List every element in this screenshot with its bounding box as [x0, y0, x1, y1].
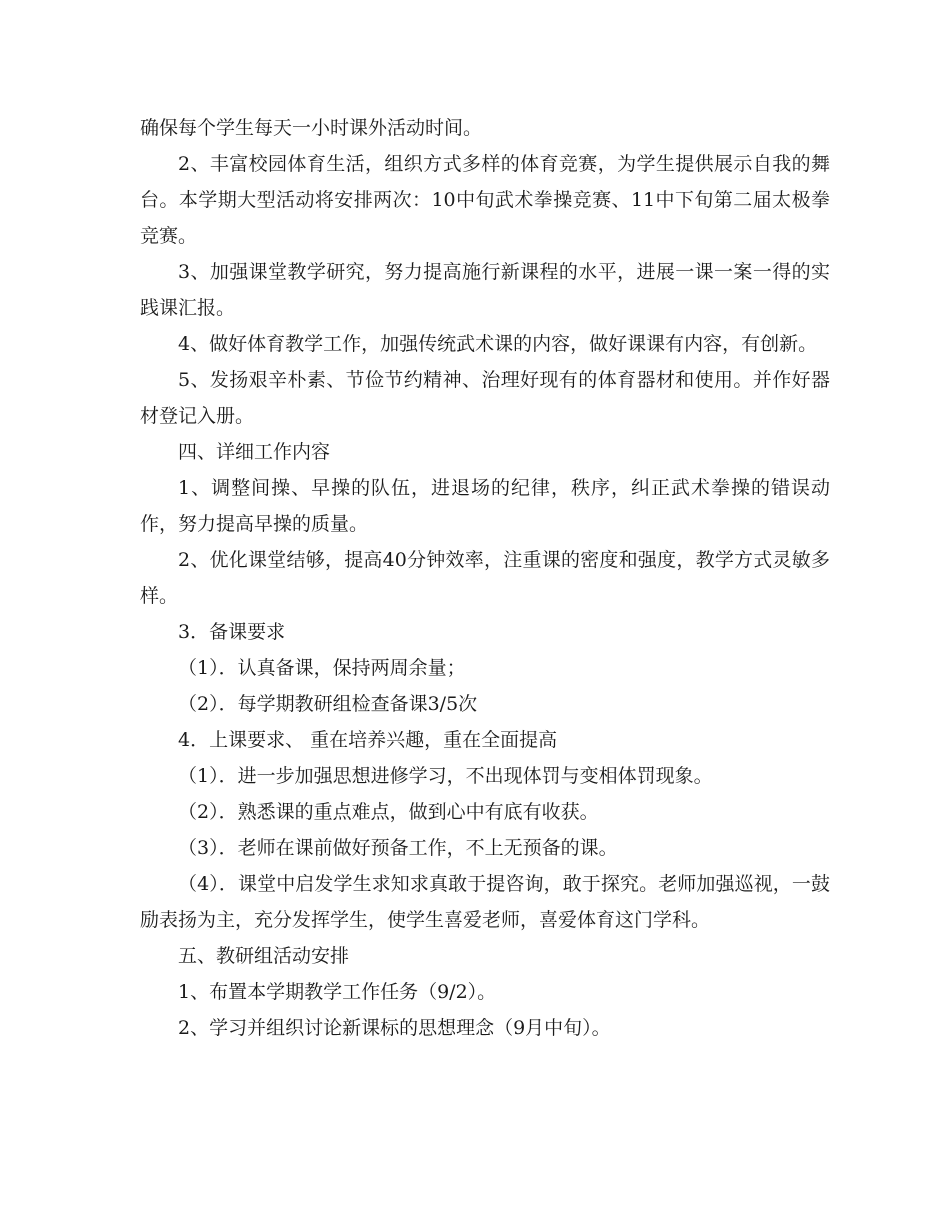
- paragraph-continuation: 确保每个学生每天一小时课外活动时间。: [140, 117, 483, 139]
- paragraph-detail-2: 2、优化课堂结够，提高40分钟效率，注重课的密度和强度，教学方式灵敏多样。: [140, 549, 830, 607]
- paragraph-detail-3: 3．备课要求: [178, 621, 286, 643]
- sub-item-class-4: （4）．课堂中启发学生求知求真敢于提咨询，敢于探究。老师加强巡视，一鼓励表扬为主，充分发挥学生，使学生喜爱老师，喜爱体育这门学科。: [140, 873, 830, 931]
- paragraph-detail-4: 4．上课要求、 重在培养兴趣，重在全面提高: [178, 729, 558, 751]
- paragraph-detail-1: 1、调整间操、早操的队伍，进退场的纪律，秩序，纠正武术拳操的错误动作，努力提高早操的质量。: [140, 477, 830, 535]
- paragraph-item-4: 4、做好体育教学工作，加强传统武术课的内容，做好课课有内容，有创新。: [178, 333, 818, 355]
- document-body: [140, 110, 830, 1046]
- sub-item-class-2: （2）．熟悉课的重点难点，做到心中有底有收获。: [178, 801, 599, 823]
- paragraph-item-2: 2、丰富校园体育生活，组织方式多样的体育竞赛，为学生提供展示自我的舞台。本学期大型活动将安排两次：10中旬武术拳操竞赛、11中下旬第二届太极拳竞赛。: [140, 153, 830, 247]
- section-heading-4: 四、详细工作内容: [178, 441, 331, 463]
- section-heading-5: 五、教研组活动安排: [178, 945, 350, 967]
- sub-item-prep-1: （1）．认真备课，保持两周余量；: [178, 657, 466, 679]
- sub-item-prep-2: （2）．每学期教研组检查备课3/5次: [178, 693, 478, 715]
- paragraph-activity-1: 1、布置本学期教学工作任务（9/2）。: [178, 981, 497, 1003]
- sub-item-class-1: （1）．进一步加强思想进修学习，不出现体罚与变相体罚现象。: [178, 765, 713, 787]
- paragraph-item-5: 5、发扬艰辛朴素、节俭节约精神、治理好现有的体育器材和使用。并作好器材登记入册。: [140, 369, 830, 427]
- paragraph-activity-2: 2、学习并组织讨论新课标的思想理念（9月中旬）。: [178, 1017, 611, 1039]
- sub-item-class-3: （3）．老师在课前做好预备工作，不上无预备的课。: [178, 837, 618, 859]
- paragraph-item-3: 3、加强课堂教学研究，努力提高施行新课程的水平，进展一课一案一得的实践课汇报。: [140, 261, 830, 319]
